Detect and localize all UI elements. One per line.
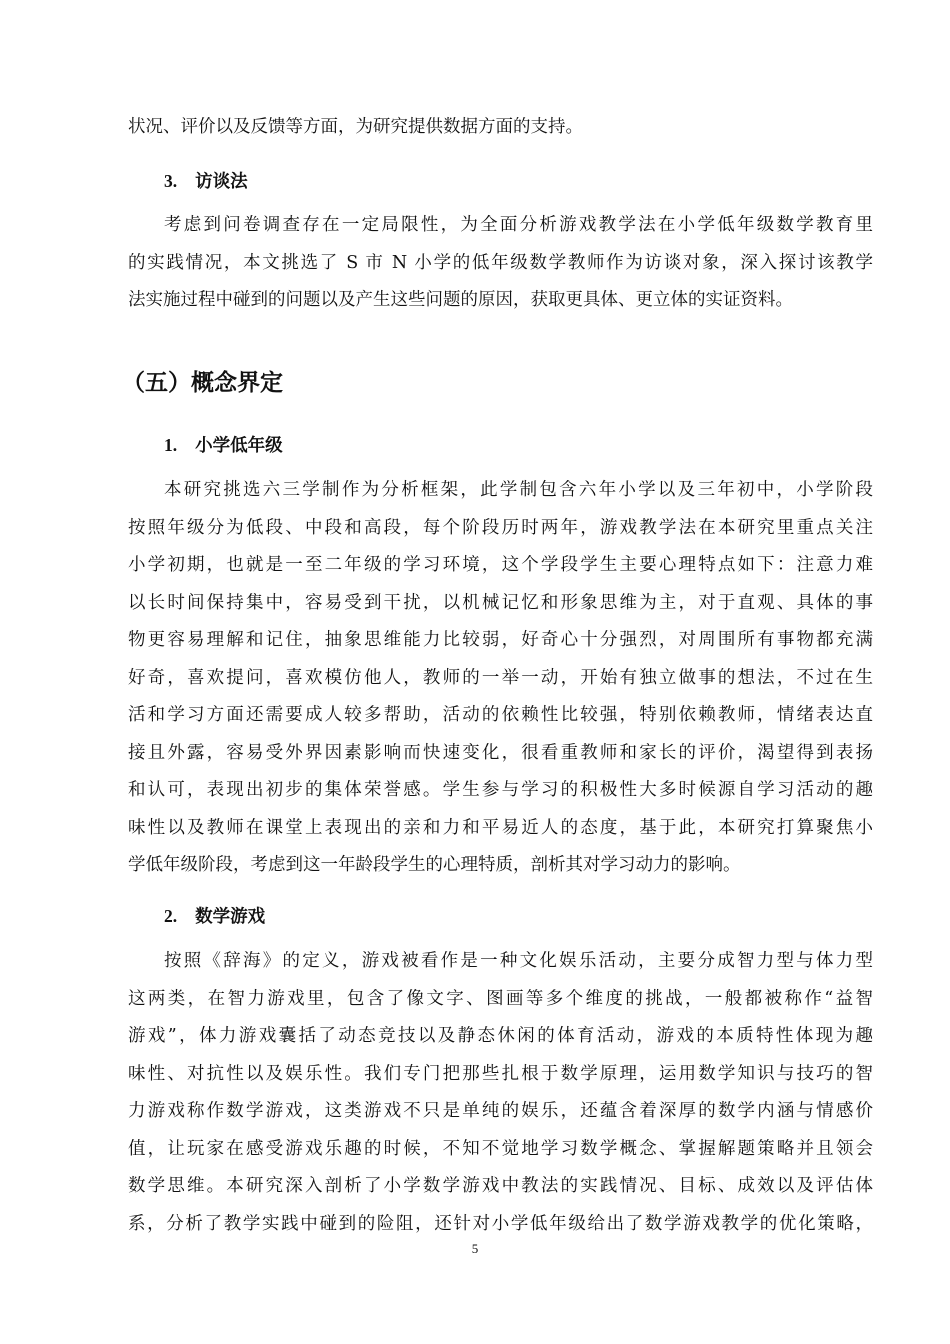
heading-primary-lower-grades	[164, 432, 283, 457]
top-paragraph	[128, 109, 873, 147]
heading-math-games	[164, 903, 265, 928]
paragraph-line: 力游戏称作数学游戏，这类游戏不只是单纯的娱乐，还蕴含着深厚的数学内涵与情感价	[128, 1101, 873, 1121]
paragraph-line: 本研究挑选六三学制作为分析框架，此学制包含六年小学以及三年初中，小学阶段	[164, 480, 873, 500]
paragraph-line: 味性以及教师在课堂上表现出的亲和力和平易近人的态度，基于此，本研究打算聚焦小	[128, 817, 873, 838]
section-heading: （五）概念界定	[122, 370, 283, 396]
paragraph-line: 的实践情况，本文挑选了 S 市 N 小学的低年级数学教师作为访谈对象，深入探讨该教学	[128, 252, 873, 273]
paragraph-line: 按照年级分为低段、中段和高段，每个阶段历时两年，游戏教学法在本研究里重点关注	[128, 517, 873, 538]
paragraph-line: 学低年级阶段，考虑到这一年龄段学生的心理特质，剖析其对学习动力的影响。	[128, 855, 741, 875]
paragraph-line: 味性、对抗性以及娱乐性。我们专门把那些扎根于数学原理，运用数学知识与技巧的智	[128, 1063, 873, 1084]
paragraph-line: 考虑到问卷调查存在一定局限性，为全面分析游戏教学法在小学低年级数学教育里	[164, 215, 873, 235]
heading-interview-method	[164, 168, 248, 193]
heading-title: 小学低年级	[195, 436, 283, 456]
paragraph-line: 数学思维。本研究深入剖析了小学数学游戏中教法的实践情况、目标、成效以及评估体	[128, 1176, 873, 1196]
paragraph-line: 好奇，喜欢提问，喜欢模仿他人，教师的一举一动，开始有独立做事的想法，不过在生	[128, 667, 873, 688]
paragraph-line: 值，让玩家在感受游戏乐趣的时候，不知不觉地学习数学概念、掌握解题策略并且领会	[128, 1138, 873, 1159]
math-games-paragraph	[128, 943, 873, 1243]
heading-title: 访谈法	[195, 172, 248, 192]
heading-number: 2.	[164, 906, 178, 926]
interview-paragraph	[128, 207, 873, 320]
page-number: 5	[471, 1241, 479, 1256]
paragraph-line: 状况、评价以及反馈等方面，为研究提供数据方面的支持。	[128, 117, 583, 137]
heading-number: 1.	[164, 435, 178, 455]
paragraph-line: 系，分析了教学实践中碰到的险阻，还针对小学低年级给出了数学游戏教学的优化策略，	[128, 1213, 873, 1234]
paragraph-line: 这两类，在智力游戏里，包含了像文字、图画等多个维度的挑战，一般都被称作“益智	[128, 988, 873, 1009]
paragraph-line: 小学初期，也就是一至二年级的学习环境，这个学段学生主要心理特点如下：注意力难	[128, 555, 873, 575]
primary-paragraph	[128, 472, 873, 885]
paragraph-line: 按照《辞海》的定义，游戏被看作是一种文化娱乐活动，主要分成智力型与体力型	[164, 951, 873, 971]
paragraph-line: 游戏”，体力游戏囊括了动态竞技以及静态休闲的体育活动，游戏的本质特性体现为趣	[128, 1026, 873, 1046]
heading-number: 3.	[164, 171, 178, 191]
heading-title: 数学游戏	[195, 907, 266, 927]
paragraph-line: 活和学习方面还需要成人较多帮助，活动的依赖性比较强，特别依赖教师，情绪表达直	[128, 705, 873, 725]
paragraph-line: 物更容易理解和记住，抽象思维能力比较弱，好奇心十分强烈，对周围所有事物都充满	[128, 630, 873, 650]
paragraph-line: 和认可，表现出初步的集体荣誉感。学生参与学习的积极性大多时候源自学习活动的趣	[128, 780, 873, 800]
paragraph-line: 接且外露，容易受外界因素影响而快速变化，很看重教师和家长的评价，渴望得到表扬	[128, 742, 873, 763]
paragraph-line: 以长时间保持集中，容易受到干扰，以机械记忆和形象思维为主，对于直观、具体的事	[128, 592, 873, 613]
paragraph-line: 法实施过程中碰到的问题以及产生这些问题的原因，获取更具体、更立体的实证资料。	[128, 290, 793, 310]
